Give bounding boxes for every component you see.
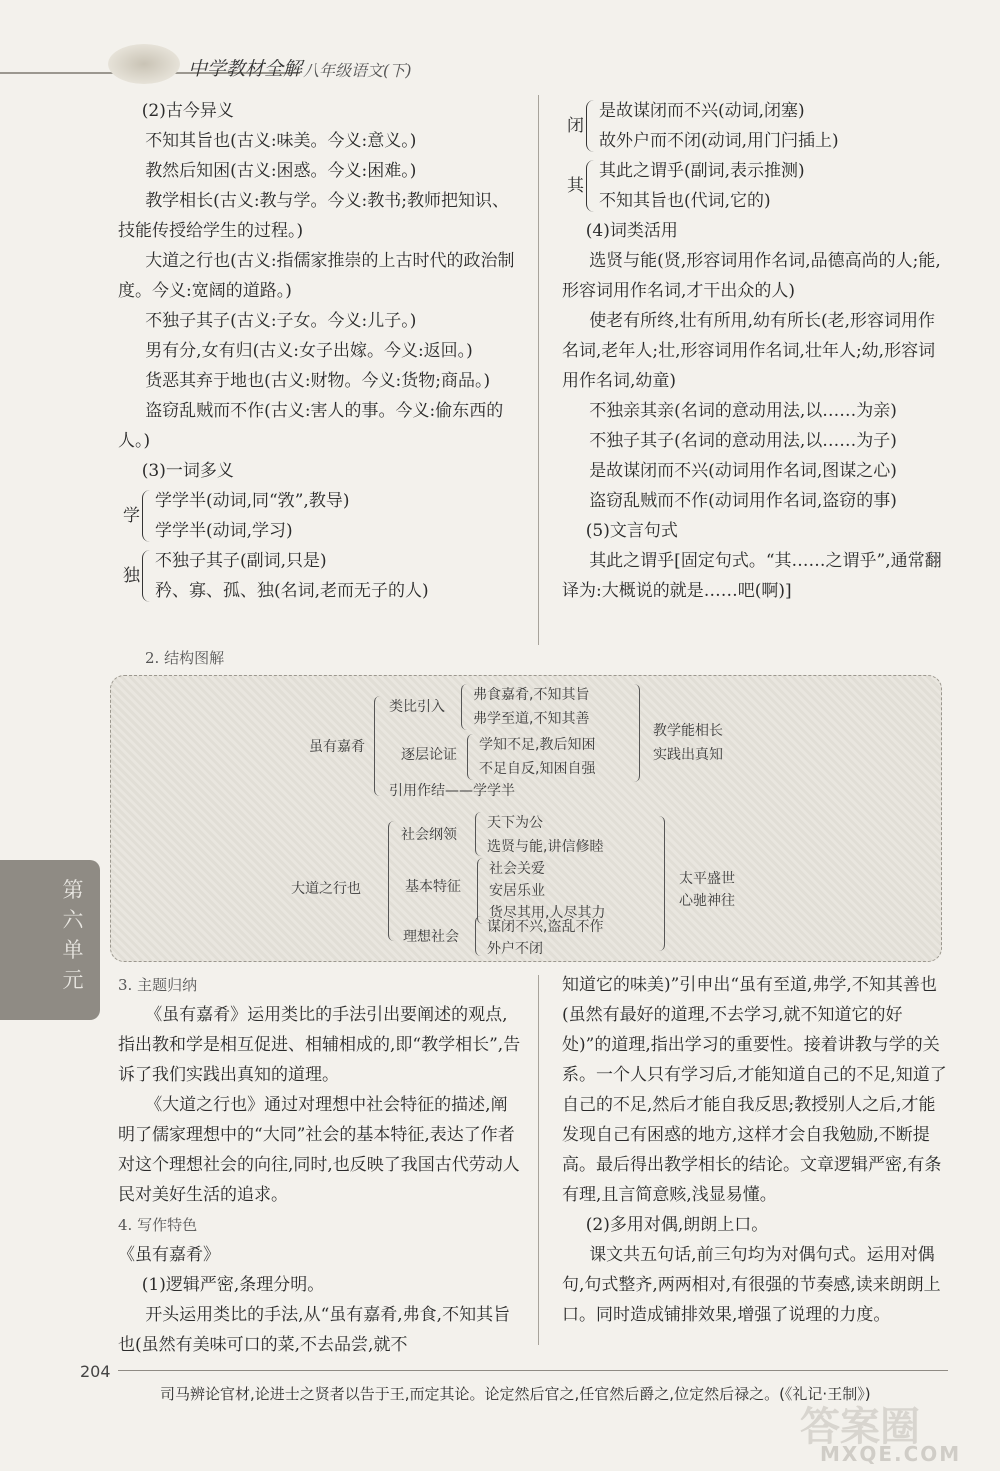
list-item: 不知其旨也(古义:味美。今义:意义。) xyxy=(145,131,417,151)
list-item: 教学相长(古义:教与学。今义:教书;教师把知识、技能传授给学生的过程。) xyxy=(118,191,510,241)
tree2-result: 太平盛世 xyxy=(679,871,735,887)
structure-diagram-label: 2. 结构图解 xyxy=(145,649,225,667)
tree2-leaf: 安居乐业 xyxy=(489,883,545,899)
brace xyxy=(475,812,484,856)
brace xyxy=(461,684,470,730)
tree1-leaf: 学知不足,教后知困 xyxy=(479,737,596,753)
list-item: 矜、寡、孤、独(名词,老而无子的人) xyxy=(155,581,429,601)
list-item: 学学半(动词,同“敩”,教导) xyxy=(155,491,350,511)
polysemy-group-bi xyxy=(562,96,947,156)
left-column-top xyxy=(118,96,522,606)
polysemy-group-xue xyxy=(118,486,522,546)
book-subtitle: 八年级语文(下) xyxy=(303,61,412,80)
tree1-root: 虽有嘉肴 xyxy=(309,739,365,755)
group-lead: 闭 xyxy=(567,116,584,136)
polysemy-group-du xyxy=(118,546,522,606)
book-title: 中学教材全解 xyxy=(188,58,303,80)
list-item: 是故谋闭而不兴(动词,闭塞) xyxy=(599,101,805,121)
tree2-leaf: 谋闭不兴,盗乱不作 xyxy=(487,919,604,935)
column-divider xyxy=(538,95,539,645)
tree1-leaf: 不足自反,知困自强 xyxy=(479,761,596,777)
brace xyxy=(142,490,151,542)
list-item: 大道之行也(古义:指儒家推崇的上古时代的政治制度。今义:宽阔的道路。) xyxy=(118,251,515,301)
section-ancient-modern-title: (2)古今异义 xyxy=(141,101,234,121)
section-polysemy-title: (3)一词多义 xyxy=(141,461,234,481)
paragraph: 知道它的味美)”引申出“虽有至道,弗学,不知其善也(虽然有最好的道理,不去学习,就不知道它的好处)”的道理,指出学习的重要性。接着讲教与学的关系。一个人只有学习后,才能知道自己的不足,知道了自己的不足,然后才能自我反思;教授别人之后,才能发现自己有困惑的地方,这样才会自我勉励,不断提高。最后得出教学相长的结论。文章逻辑严密,有条有理,且言简意赅,浅显易懂。 xyxy=(562,975,947,1205)
list-item: 其此之谓乎(副词,表示推测) xyxy=(599,161,805,181)
watermark-url: MXQE.COM xyxy=(820,1442,962,1466)
footer-quote: 司马辨论官材,论进士之贤者以告于王,而定其论。论定然后官之,任官然后爵之,位定然后禄之。(《礼记·王制》) xyxy=(160,1385,871,1403)
list-item: 不独子其子(名词的意动用法,以……为子) xyxy=(589,431,897,451)
writing-features-label: 4. 写作特色 xyxy=(118,1216,198,1234)
tree2-leaf: 选贤与能,讲信修睦 xyxy=(487,839,604,855)
tree1-leaf: 弗食嘉肴,不知其旨 xyxy=(473,687,590,703)
tree2-leaf: 外户不闭 xyxy=(487,941,543,957)
brace xyxy=(586,100,595,152)
section-sentence-pattern-title: (5)文言句式 xyxy=(585,521,678,541)
list-item: 不独子其子(副词,只是) xyxy=(155,551,327,571)
paragraph: 《虽有嘉肴》运用类比的手法引出要阐述的观点,指出教和学是相互促进、相辅相成的,即“教学相长”,告诉了我们实践出真知的道理。 xyxy=(118,1005,521,1085)
paragraph: 开头运用类比的手法,从“虽有嘉肴,弗食,不知其旨也(虽然有美味可口的菜,不去品尝,就不 xyxy=(118,1305,511,1355)
list-item: 不独子其子(古义:子女。今义:儿子。) xyxy=(145,311,417,331)
paragraph: 《大道之行也》通过对理想中社会特征的描述,阐明了儒家理想中的“大同”社会的基本特征,表达了作者对这个理想社会的向往,同时,也反映了我国古代劳动人民对美好生活的追求。 xyxy=(118,1095,520,1205)
list-item: 故外户而不闭(动词,用门闩插上) xyxy=(599,131,839,151)
group-lead: 其 xyxy=(567,176,584,196)
tree2-leaf: 天下为公 xyxy=(487,815,543,831)
tree1-branch: 引用作结——学学半 xyxy=(389,783,515,799)
tree2-branch: 社会纲领 xyxy=(401,827,457,843)
brace xyxy=(475,916,484,956)
unit-side-tab-label: 第六单元 xyxy=(62,878,84,992)
brace xyxy=(477,858,486,924)
watermark-logo: 答案圈 xyxy=(800,1404,920,1450)
structure-diagram xyxy=(110,675,942,962)
tree1-branch: 类比引入 xyxy=(389,699,445,715)
list-item: 选贤与能(贤,形容词用作名词,品德高尚的人;能,形容词用作名词,才干出众的人) xyxy=(562,251,941,301)
closing-brace xyxy=(656,816,665,951)
column-divider xyxy=(538,975,539,1345)
brace xyxy=(467,734,476,780)
list-item: 货恶其弃于地也(古义:财物。今义:货物;商品。) xyxy=(145,371,491,391)
tree2-root: 大道之行也 xyxy=(291,881,361,897)
brace xyxy=(374,696,383,796)
paragraph: 课文共五句话,前三句均为对偶句式。运用对偶句,句式整齐,两两相对,有很强的节奏感,读来朗朗上口。同时造成铺排效果,增强了说理的力度。 xyxy=(562,1245,941,1325)
group-lead: 独 xyxy=(123,566,140,586)
tree1-leaf: 弗学至道,不知其善 xyxy=(473,711,590,727)
right-column-top xyxy=(562,96,947,606)
footer-rule xyxy=(118,1370,948,1371)
brace xyxy=(586,160,595,212)
book-logo-icon xyxy=(108,44,180,84)
list-item: 使老有所终,壮有所用,幼有所长(老,形容词用作名词,老年人;壮,形容词用作名词,壮年人;幼,形容词用作名词,幼童) xyxy=(562,311,936,391)
list-item: 其此之谓乎[固定句式。“其……之谓乎”,通常翻译为:大概说的就是……吧(啊)] xyxy=(562,551,942,601)
section-word-class-title: (4)词类活用 xyxy=(585,221,678,241)
polysemy-group-qi xyxy=(562,156,947,216)
tree2-leaf: 社会关爱 xyxy=(489,861,545,877)
list-item: 不独亲其亲(名词的意动用法,以……为亲) xyxy=(589,401,897,421)
tree2-leaf: 货尽其用,人尽其力 xyxy=(489,905,606,921)
brace xyxy=(388,821,397,941)
tree2-result: 心驰神往 xyxy=(679,893,735,909)
left-column-bottom xyxy=(118,970,522,1360)
list-item: 是故谋闭而不兴(动词用作名词,图谋之心) xyxy=(589,461,897,481)
brace xyxy=(142,550,151,602)
right-column-bottom xyxy=(562,970,947,1330)
list-item: 盗窃乱贼而不作(动词用作名词,盗窃的事) xyxy=(589,491,897,511)
page-number: 204 xyxy=(80,1362,111,1381)
tree1-result: 教学能相长 xyxy=(653,723,723,739)
list-item: 盗窃乱贼而不作(古义:害人的事。今义:偷东西的人。) xyxy=(118,401,504,451)
list-item: 教然后知困(古义:困惑。今义:困难。) xyxy=(145,161,417,181)
tree2-branch: 基本特征 xyxy=(405,879,461,895)
theme-summary-label: 3. 主题归纳 xyxy=(118,976,198,994)
tree1-result: 实践出真知 xyxy=(653,747,723,763)
group-lead: 学 xyxy=(123,506,140,526)
list-item: 男有分,女有归(古义:女子出嫁。今义:返回。) xyxy=(145,341,473,361)
tree2-branch: 理想社会 xyxy=(403,929,459,945)
list-item: 不知其旨也(代词,它的) xyxy=(599,191,771,211)
text-title: 《虽有嘉肴》 xyxy=(118,1245,220,1265)
tree1-branch: 逐层论证 xyxy=(401,747,457,763)
list-item: 学学半(动词,学习) xyxy=(155,521,293,541)
subsection-title: (1)逻辑严密,条理分明。 xyxy=(141,1275,325,1295)
closing-brace xyxy=(631,684,640,782)
subsection-title: (2)多用对偶,朗朗上口。 xyxy=(585,1215,769,1235)
